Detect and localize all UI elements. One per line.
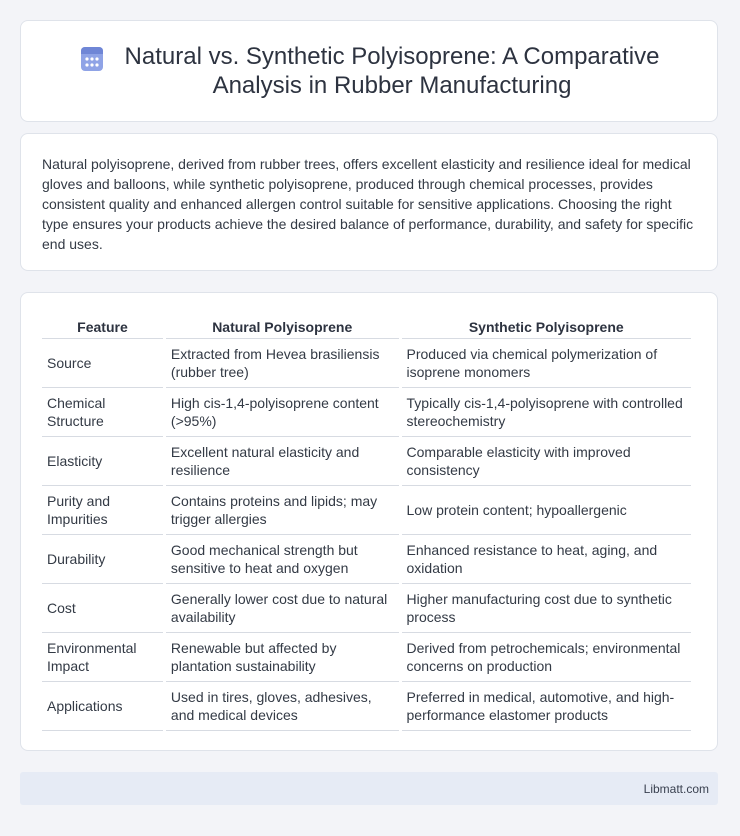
cell-feature: Chemical Structure	[42, 388, 163, 437]
table-row	[42, 584, 691, 633]
table-header-row	[42, 315, 691, 339]
cell-synthetic: Enhanced resistance to heat, aging, and oxidation	[402, 535, 691, 584]
cell-feature: Applications	[42, 682, 163, 731]
page-title-line-2: Analysis in Rubber Manufacturing	[212, 72, 572, 99]
table-row	[42, 339, 691, 388]
comparison-table	[39, 315, 694, 731]
cell-feature: Environmental Impact	[42, 633, 163, 682]
page-title	[125, 42, 660, 100]
table-row	[42, 682, 691, 731]
page-title-line-1: Natural vs. Synthetic Polyisoprene: A Comparative	[124, 43, 660, 70]
cell-synthetic: Derived from petrochemicals; environmental concerns on production	[402, 633, 691, 682]
table-card	[20, 292, 718, 751]
cell-natural: Renewable but affected by plantation sustainability	[166, 633, 399, 682]
footer	[20, 772, 718, 805]
cell-natural: Extracted from Hevea brasiliensis (rubber tree)	[166, 339, 399, 388]
header-natural: Natural Polyisoprene	[166, 315, 399, 339]
table-row	[42, 535, 691, 584]
footer-site-link[interactable]: Libmatt.com	[643, 781, 709, 796]
cell-feature: Durability	[42, 535, 163, 584]
cell-natural: Good mechanical strength but sensitive to heat and oxygen	[166, 535, 399, 584]
title-wrap	[79, 42, 660, 100]
cell-synthetic: Preferred in medical, automotive, and high-performance elastomer products	[402, 682, 691, 731]
cell-synthetic: Produced via chemical polymerization of isoprene monomers	[402, 339, 691, 388]
title-card	[20, 20, 718, 122]
table-row	[42, 437, 691, 486]
cell-feature: Source	[42, 339, 163, 388]
table-row	[42, 486, 691, 535]
cell-synthetic: Comparable elasticity with improved consistency	[402, 437, 691, 486]
cell-synthetic: Typically cis-1,4-polyisoprene with controlled stereochemistry	[402, 388, 691, 437]
cell-natural: Used in tires, gloves, adhesives, and medical devices	[166, 682, 399, 731]
cell-feature: Elasticity	[42, 437, 163, 486]
table-row	[42, 633, 691, 682]
document-icon	[79, 46, 105, 72]
intro-paragraph: Natural polyisoprene, derived from rubber trees, offers excellent elasticity and resilience ideal for medical gloves and balloons, while synthetic polyisoprene, produced through chemical processes, provides consistent quality and enhanced allergen control suitable for sensitive applications. Choosing the right type ensures your products achieve the desired balance of performance, durability, and safety for specific end uses.	[42, 156, 694, 252]
cell-natural: Generally lower cost due to natural availability	[166, 584, 399, 633]
cell-feature: Cost	[42, 584, 163, 633]
table-row	[42, 388, 691, 437]
cell-natural: High cis-1,4-polyisoprene content (>95%)	[166, 388, 399, 437]
cell-natural: Contains proteins and lipids; may trigger allergies	[166, 486, 399, 535]
cell-synthetic: Higher manufacturing cost due to synthetic process	[402, 584, 691, 633]
cell-synthetic: Low protein content; hypoallergenic	[402, 486, 691, 535]
cell-natural: Excellent natural elasticity and resilience	[166, 437, 399, 486]
header-synthetic: Synthetic Polyisoprene	[402, 315, 691, 339]
cell-feature: Purity and Impurities	[42, 486, 163, 535]
header-feature: Feature	[42, 315, 163, 339]
intro-card	[20, 133, 718, 271]
